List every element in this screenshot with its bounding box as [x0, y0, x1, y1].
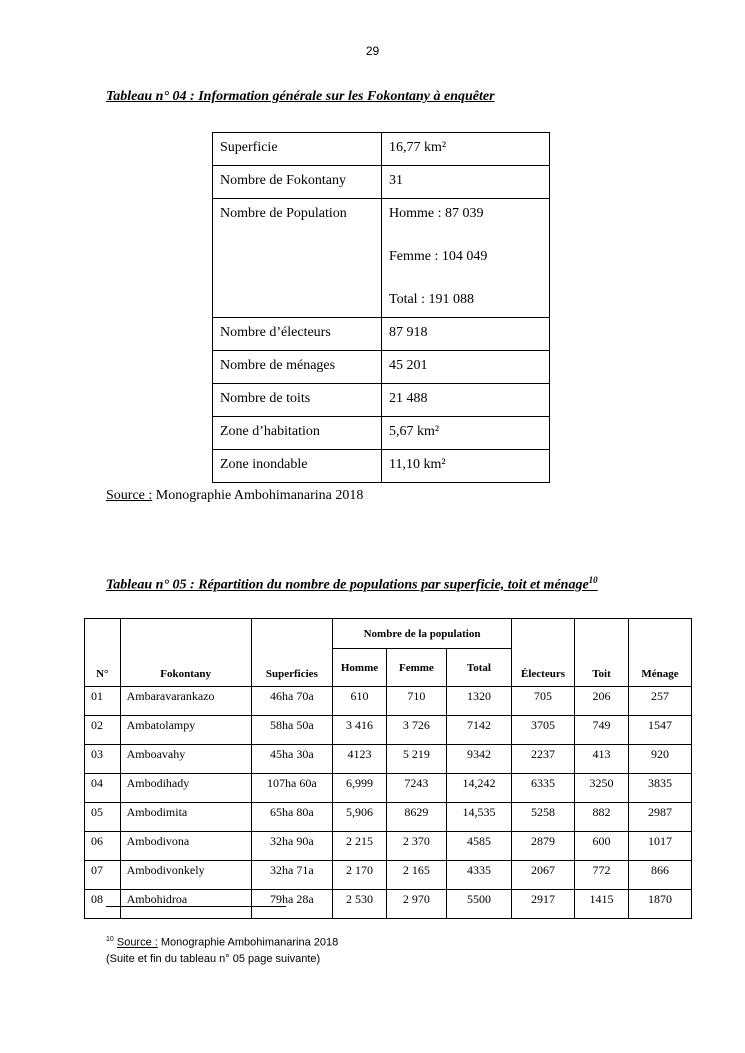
row-label: Zone d’habitation	[213, 417, 382, 450]
cell-homme: 5,906	[333, 803, 387, 832]
header-total: Total	[446, 649, 511, 687]
cell-total: 4585	[446, 832, 511, 861]
table-row	[213, 318, 550, 351]
row-value: 5,67 km²	[382, 417, 550, 450]
cell-electeurs: 2879	[512, 832, 575, 861]
cell-toit: 772	[575, 861, 629, 890]
cell-fokontany: Ambodihady	[120, 774, 251, 803]
footnote-source-label: Source :	[116, 936, 158, 949]
table-row	[85, 716, 692, 745]
source-label: Source :	[106, 488, 153, 503]
header-num: N°	[85, 619, 121, 687]
cell-menage: 866	[628, 861, 691, 890]
population-table	[84, 618, 692, 919]
cell-electeurs: 2237	[512, 745, 575, 774]
cell-fokontany: Ambodivona	[120, 832, 251, 861]
row-label: Nombre de toits	[213, 384, 382, 417]
table-row	[213, 166, 550, 199]
footnote-divider	[106, 906, 286, 907]
cell-femme: 8629	[386, 803, 446, 832]
footnote-source	[106, 932, 338, 951]
cell-femme: 2 165	[386, 861, 446, 890]
cell-total: 7142	[446, 716, 511, 745]
cell-fokontany: Ambodimita	[120, 803, 251, 832]
row-label: Zone inondable	[213, 450, 382, 483]
cell-homme: 2 530	[333, 890, 387, 919]
cell-homme: 2 170	[333, 861, 387, 890]
cell-menage: 2987	[628, 803, 691, 832]
cell-femme: 7243	[386, 774, 446, 803]
table-row	[213, 384, 550, 417]
row-value: 87 918	[382, 318, 550, 351]
footnote-source-text: Monographie Ambohimanarina 2018	[157, 936, 339, 949]
row-label: Nombre d’électeurs	[213, 318, 382, 351]
footnote-ref: 10	[588, 575, 598, 585]
cell-electeurs: 2067	[512, 861, 575, 890]
table-row	[213, 351, 550, 384]
cell-num: 01	[85, 687, 121, 716]
cell-superficie: 46ha 70a	[251, 687, 332, 716]
cell-electeurs: 705	[512, 687, 575, 716]
table1-caption-text: Tableau n° 04 : Information générale sur les Fokontany à enquêter	[106, 89, 495, 104]
row-value: 11,10 km²	[382, 450, 550, 483]
cell-homme: 3 416	[333, 716, 387, 745]
cell-femme: 2 970	[386, 890, 446, 919]
cell-menage: 1017	[628, 832, 691, 861]
cell-fokontany: Ambohidroa	[120, 890, 251, 919]
cell-num: 05	[85, 803, 121, 832]
cell-total: 14,242	[446, 774, 511, 803]
cell-toit: 206	[575, 687, 629, 716]
cell-toit: 600	[575, 832, 629, 861]
footnote-continuation: (Suite et fin du tableau n° 05 page suivante)	[106, 952, 321, 965]
row-label: Nombre de Fokontany	[213, 166, 382, 199]
header-superficies: Superficies	[251, 619, 332, 687]
cell-femme: 3 726	[386, 716, 446, 745]
cell-total: 14,535	[446, 803, 511, 832]
table2-caption-text: Tableau n° 05 : Répartition du nombre de populations par superficie, toit et ménage	[106, 577, 589, 593]
cell-homme: 610	[333, 687, 387, 716]
cell-num: 08	[85, 890, 121, 919]
table-row	[85, 890, 692, 919]
population-table-body	[85, 687, 692, 919]
population-total: Total : 191 088	[389, 292, 474, 307]
cell-electeurs: 3705	[512, 716, 575, 745]
cell-superficie: 107ha 60a	[251, 774, 332, 803]
cell-fokontany: Ambaravarankazo	[120, 687, 251, 716]
table-row	[213, 133, 550, 166]
table1-caption	[106, 89, 495, 105]
cell-homme: 6,999	[333, 774, 387, 803]
cell-superficie: 65ha 80a	[251, 803, 332, 832]
header-menage: Ménage	[628, 619, 691, 687]
row-value: 31	[382, 166, 550, 199]
cell-toit: 1415	[575, 890, 629, 919]
cell-superficie: 32ha 90a	[251, 832, 332, 861]
row-value: 16,77 km²	[382, 133, 550, 166]
cell-toit: 413	[575, 745, 629, 774]
cell-menage: 920	[628, 745, 691, 774]
cell-total: 1320	[446, 687, 511, 716]
table-row	[85, 832, 692, 861]
cell-electeurs: 6335	[512, 774, 575, 803]
table-row	[213, 450, 550, 483]
header-population-group: Nombre de la population	[333, 619, 512, 649]
cell-fokontany: Ambatolampy	[120, 716, 251, 745]
table1-source	[106, 488, 363, 504]
page-number: 29	[365, 44, 380, 58]
cell-menage: 1870	[628, 890, 691, 919]
cell-superficie: 79ha 28a	[251, 890, 332, 919]
source-text: Monographie Ambohimanarina 2018	[152, 488, 364, 503]
header-homme: Homme	[333, 649, 387, 687]
cell-homme: 2 215	[333, 832, 387, 861]
cell-homme: 4123	[333, 745, 387, 774]
header-row-1	[85, 619, 692, 649]
cell-toit: 882	[575, 803, 629, 832]
cell-num: 07	[85, 861, 121, 890]
cell-num: 04	[85, 774, 121, 803]
cell-total: 4335	[446, 861, 511, 890]
row-label: Nombre de ménages	[213, 351, 382, 384]
row-label: Nombre de Population	[213, 199, 382, 318]
cell-superficie: 45ha 30a	[251, 745, 332, 774]
cell-toit: 749	[575, 716, 629, 745]
footnote-number: 10	[106, 936, 114, 943]
general-info-table	[212, 132, 550, 483]
cell-num: 06	[85, 832, 121, 861]
table-row	[85, 745, 692, 774]
cell-total: 5500	[446, 890, 511, 919]
table-row	[85, 861, 692, 890]
cell-femme: 2 370	[386, 832, 446, 861]
table-row	[85, 774, 692, 803]
cell-num: 02	[85, 716, 121, 745]
cell-fokontany: Amboavahy	[120, 745, 251, 774]
header-electeurs: Électeurs	[512, 619, 575, 687]
cell-menage: 1547	[628, 716, 691, 745]
cell-toit: 3250	[575, 774, 629, 803]
cell-menage: 3835	[628, 774, 691, 803]
row-value: 21 488	[382, 384, 550, 417]
table2-caption	[106, 575, 598, 594]
cell-menage: 257	[628, 687, 691, 716]
cell-num: 03	[85, 745, 121, 774]
header-femme: Femme	[386, 649, 446, 687]
header-toit: Toit	[575, 619, 629, 687]
cell-total: 9342	[446, 745, 511, 774]
population-homme: Homme : 87 039	[389, 206, 484, 221]
cell-superficie: 32ha 71a	[251, 861, 332, 890]
cell-superficie: 58ha 50a	[251, 716, 332, 745]
cell-electeurs: 5258	[512, 803, 575, 832]
row-label: Superficie	[213, 133, 382, 166]
table-row	[85, 687, 692, 716]
population-femme: Femme : 104 049	[389, 249, 488, 264]
cell-fokontany: Ambodivonkely	[120, 861, 251, 890]
cell-femme: 5 219	[386, 745, 446, 774]
population-values	[382, 199, 550, 318]
table-row	[213, 417, 550, 450]
footnote	[106, 932, 338, 967]
table-row	[85, 803, 692, 832]
cell-electeurs: 2917	[512, 890, 575, 919]
cell-femme: 710	[386, 687, 446, 716]
table-row	[213, 199, 550, 318]
header-fokontany: Fokontany	[120, 619, 251, 687]
row-value: 45 201	[382, 351, 550, 384]
